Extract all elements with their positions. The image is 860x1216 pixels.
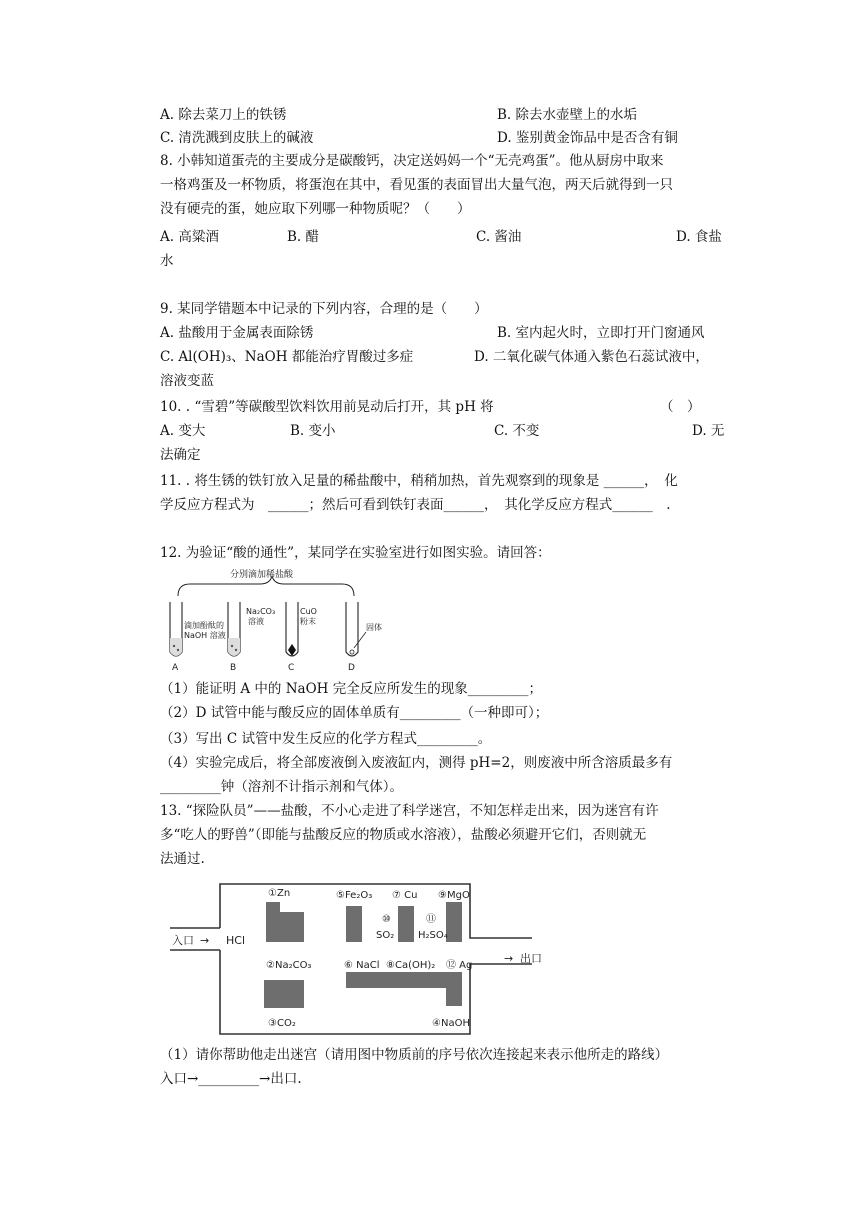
q7-option-c: C. 清洗溅到皮肤上的碱液 bbox=[160, 130, 314, 146]
entrance-arrow-icon: → bbox=[200, 934, 210, 947]
maze-s9: ⑨MgO bbox=[438, 890, 470, 901]
tube-a-label2: NaOH 溶液 bbox=[184, 631, 226, 640]
q12-sub2: （2）D 试管中能与酸反应的固体单质有_________（一种即可）； bbox=[160, 705, 549, 721]
q8-stem-line3: 没有硬壳的蛋，她应取下列哪一种物质呢？（ ） bbox=[160, 201, 471, 217]
q13-line1: 13. “探险队员”——盐酸，不小心走进了科学迷宫，不知怎样走出来，因为迷宫有许 bbox=[160, 803, 659, 819]
maze-entrance-label: 入口 bbox=[172, 934, 194, 947]
maze-s10b: SO₂ bbox=[376, 930, 395, 941]
maze-s2: ②Na₂CO₃ bbox=[266, 960, 312, 971]
exit-arrow-icon: → bbox=[504, 952, 514, 965]
maze-exit-label: 出口 bbox=[520, 952, 542, 965]
q11-line1: 11. . 将生锈的铁钉放入足量的稀盐酸中，稍稍加热，首先观察到的现象是 ______， 化 bbox=[160, 473, 678, 489]
q12-stem: 12. 为验证“酸的通性”，某同学在实验室进行如图实验。请回答： bbox=[160, 545, 551, 561]
q12-sub4-line2: _________钟（溶剂不计指示剂和气体）。 bbox=[160, 779, 403, 795]
q12-sub4-line1: （4）实验完成后，将全部废液倒入废液缸内，测得 pH=2，则废液中所含溶质最多有 bbox=[160, 755, 673, 771]
block-na2co3 bbox=[264, 980, 304, 1008]
q8-stem-line1: 8. 小韩知道蛋壳的主要成分是碳酸钙，决定送妈妈一个“无壳鸡蛋”。他从厨房中取来 bbox=[160, 153, 664, 169]
block-fe2o3 bbox=[346, 906, 362, 942]
maze-s8: ⑧Ca(OH)₂ bbox=[386, 960, 436, 971]
tube-b bbox=[228, 602, 240, 656]
tube-c-label: CuO bbox=[300, 607, 317, 616]
tube-b-label: Na₂CO₃ bbox=[246, 607, 276, 616]
q9-option-a: A. 盐酸用于金属表面除锈 bbox=[160, 325, 314, 341]
q13-line2: 多“吃人的野兽”（即能与盐酸反应的物质或水溶液），盐酸必须避开它们，否则就无 bbox=[160, 827, 647, 843]
maze-s12: ⑫ Ag bbox=[446, 960, 473, 971]
maze-s4: ④NaOH bbox=[432, 1018, 470, 1029]
tube-a bbox=[170, 602, 182, 656]
figure-top-label: 分别滴加稀盐酸 bbox=[230, 570, 294, 580]
q10-stem: 10. . “雪碧”等碳酸型饮料饮用前晃动后打开，其 pH 将 bbox=[160, 399, 494, 415]
q9-option-d: D. 二氧化碳气体通入紫色石蕊试液中， bbox=[474, 349, 709, 365]
maze-s1: ①Zn bbox=[268, 888, 291, 899]
tube-b-letter: B bbox=[230, 663, 237, 673]
block-cu bbox=[398, 906, 414, 942]
tube-d bbox=[346, 602, 358, 656]
q7-option-b: B. 除去水壶壁上的水垢 bbox=[497, 107, 638, 123]
maze-s3: ③CO₂ bbox=[268, 1018, 296, 1029]
q10-paren: （ ） bbox=[660, 399, 701, 415]
q8-stem-line2: 一格鸡蛋及一杯物质，将蛋泡在其中，看见蛋的表面冒出大量气泡，两天后就得到一只 bbox=[160, 177, 673, 193]
test-tube-figure bbox=[160, 568, 390, 674]
maze-s7: ⑦ Cu bbox=[392, 890, 418, 901]
tube-a-label: 滴加酚酞的 bbox=[184, 621, 224, 630]
q7-option-a: A. 除去菜刀上的铁锈 bbox=[160, 107, 287, 123]
block-zn bbox=[266, 902, 304, 942]
q12-sub1: （1）能证明 A 中的 NaOH 完全反应所发生的现象_________； bbox=[160, 681, 542, 697]
q10-option-b: B. 变小 bbox=[290, 423, 336, 439]
q13-sub1-line1: （1）请你帮助他走出迷宫（请用图中物质前的序号依次连接起来表示他所走的路线） bbox=[160, 1047, 669, 1063]
q13-line3: 法通过. bbox=[160, 851, 205, 867]
q8-option-d: D. 食盐 bbox=[676, 229, 722, 245]
q8-option-c: C. 酱油 bbox=[476, 229, 522, 245]
q11-line2: 学反应方程式为 ______；然后可看到铁钉表面______， 其化学反应方程式______ . bbox=[160, 497, 671, 513]
q10-option-d-cont: 法确定 bbox=[160, 447, 201, 463]
q8-option-a: A. 高粱酒 bbox=[160, 229, 219, 245]
q8-option-d-cont: 水 bbox=[160, 253, 174, 269]
block-row-mid bbox=[346, 972, 462, 1006]
tube-c-letter: C bbox=[288, 663, 295, 673]
maze-s6: ⑥ NaCl bbox=[344, 960, 380, 971]
q7-option-d: D. 鉴别黄金饰品中是否含有铜 bbox=[497, 130, 678, 146]
tube-c bbox=[286, 602, 298, 656]
maze-s10: ⑩ bbox=[382, 914, 391, 925]
maze-hcl-label: HCl bbox=[226, 934, 246, 947]
tube-d-letter: D bbox=[348, 663, 355, 673]
q12-sub3: （3）写出 C 试管中发生反应的化学方程式_________。 bbox=[160, 731, 492, 747]
q9-stem: 9. 某同学错题本中记录的下列内容，合理的是（ ） bbox=[160, 301, 488, 317]
q13-sub1-line2: 入口→_________→出口. bbox=[160, 1071, 302, 1087]
q9-option-d-cont: 溶液变蓝 bbox=[160, 373, 214, 389]
tube-c-label2: 粉末 bbox=[300, 617, 316, 626]
q9-option-c: C. Al(OH)₃、NaOH 都能治疗胃酸过多症 bbox=[160, 349, 414, 365]
maze-s11b: H₂SO₄ bbox=[418, 930, 448, 941]
q10-option-a: A. 变大 bbox=[160, 423, 206, 439]
q10-option-c: C. 不变 bbox=[494, 423, 540, 439]
tube-d-label: 固体 bbox=[366, 623, 382, 632]
q9-option-b: B. 室内起火时，立即打开门窗通风 bbox=[497, 325, 705, 341]
maze-s5: ⑤Fe₂O₃ bbox=[336, 890, 373, 901]
q8-option-b: B. 醋 bbox=[287, 229, 320, 245]
tube-d-icon bbox=[346, 602, 358, 656]
tube-b-label2: 溶液 bbox=[248, 617, 264, 626]
maze-s11: ⑪ bbox=[426, 914, 436, 925]
block-mgo bbox=[446, 902, 462, 942]
q10-option-d: D. 无 bbox=[692, 423, 725, 439]
maze-figure bbox=[170, 876, 550, 1038]
tube-a-letter: A bbox=[172, 663, 179, 673]
